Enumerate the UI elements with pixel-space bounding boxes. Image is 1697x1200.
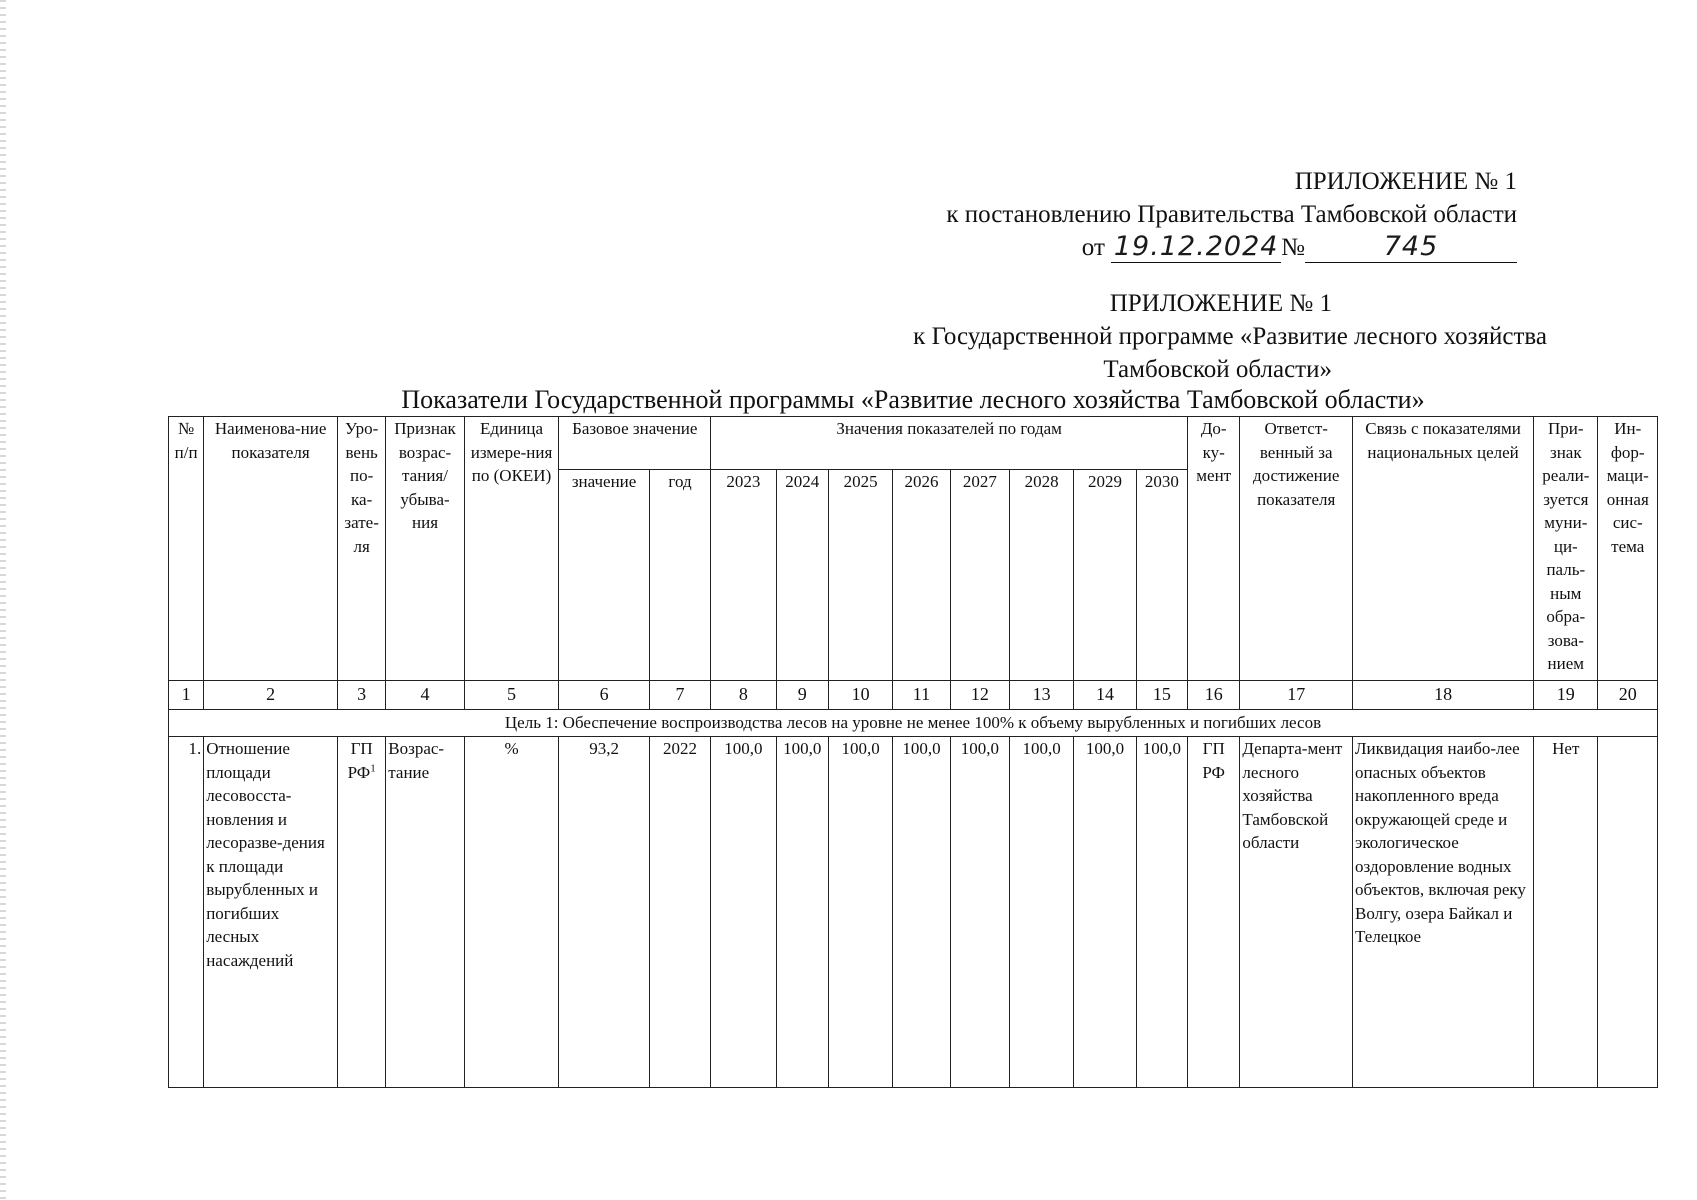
program-annex-header xyxy=(913,287,1547,386)
national-goals-link: Ликвидация наибо-лее опасных объектов накопленного вреда окружающей среде и экологическое оздоровление водных объектов, включая реку Волгу, озера Байкал и Телецкое xyxy=(1353,737,1534,1088)
header-year: 2029 xyxy=(1074,470,1136,681)
header-years-group: Значения показателей по годам xyxy=(711,417,1188,470)
program-annex-line2: Тамбовской области» xyxy=(1103,356,1332,383)
column-number: 11 xyxy=(893,681,950,710)
responsible-body: Департа-мент лесного хозяйства Тамбовской области xyxy=(1240,737,1353,1088)
header-num: № п/п xyxy=(169,417,204,681)
indicator-trend: Возрас-тание xyxy=(386,737,464,1088)
year-value: 100,0 xyxy=(893,737,950,1088)
handwritten-date: 19.12.2024 xyxy=(1111,232,1281,263)
column-number: 16 xyxy=(1188,681,1240,710)
number-sign: № xyxy=(1281,234,1305,261)
column-number: 19 xyxy=(1534,681,1598,710)
header-year: 2026 xyxy=(893,470,950,681)
header-info-system: Ин-фор-маци-онная сис-тема xyxy=(1598,417,1658,681)
header-year: 2028 xyxy=(1009,470,1073,681)
table-row xyxy=(169,737,1658,1088)
column-number: 1 xyxy=(169,681,204,710)
program-annex-line1: к Государственной программе «Развитие лесного хозяйства xyxy=(913,323,1547,350)
header-trend: Признак возрас-тания/ убыва-ния xyxy=(386,417,464,681)
header-base-year: год xyxy=(649,470,710,681)
column-number: 9 xyxy=(776,681,828,710)
header-unit: Единица измере-ния по (ОКЕИ) xyxy=(464,417,559,681)
header-document: До-ку-мент xyxy=(1188,417,1240,681)
info-system xyxy=(1598,737,1658,1088)
column-numbers-row xyxy=(169,681,1658,710)
header-year: 2023 xyxy=(711,470,776,681)
municipal-flag: Нет xyxy=(1534,737,1598,1088)
year-value: 100,0 xyxy=(828,737,892,1088)
column-number: 5 xyxy=(464,681,559,710)
indicator-level-text: ГП РФ xyxy=(347,739,373,782)
column-number: 20 xyxy=(1598,681,1658,710)
header-base: Базовое значение xyxy=(559,417,711,470)
header-name: Наименова-ние показателя xyxy=(204,417,338,681)
column-number: 7 xyxy=(649,681,710,710)
header-year: 2030 xyxy=(1136,470,1187,681)
column-number: 12 xyxy=(950,681,1009,710)
goal-text: Цель 1: Обеспечение воспроизводства лесов на уровне не менее 100% к объему вырубленных и погибших лесов xyxy=(169,710,1658,737)
column-number: 8 xyxy=(711,681,776,710)
column-number: 10 xyxy=(828,681,892,710)
column-number: 18 xyxy=(1353,681,1534,710)
column-number: 15 xyxy=(1136,681,1187,710)
scan-edge-artifact xyxy=(0,0,6,1200)
header-national-goals: Связь с показателями национальных целей xyxy=(1353,417,1534,681)
header-responsible: Ответст-венный за достижение показателя xyxy=(1240,417,1353,681)
base-year: 2022 xyxy=(649,737,710,1088)
column-number: 6 xyxy=(559,681,650,710)
column-number: 3 xyxy=(338,681,386,710)
column-number: 14 xyxy=(1074,681,1136,710)
column-number: 2 xyxy=(204,681,338,710)
order-annex-title: ПРИЛОЖЕНИЕ № 1 xyxy=(1294,168,1517,195)
header-base-value: значение xyxy=(559,470,650,681)
indicator-name: Отношение площади лесовосста-новления и лесоразве-дения к площади вырубленных и погибших лесных насаждений xyxy=(204,737,338,1088)
program-annex-title: ПРИЛОЖЕНИЕ № 1 xyxy=(1109,290,1332,317)
date-prefix: от xyxy=(1081,234,1105,261)
order-annex-subtitle: к постановлению Правительства Тамбовской области xyxy=(946,201,1517,228)
column-number: 13 xyxy=(1009,681,1073,710)
header-year: 2027 xyxy=(950,470,1009,681)
decree-date-number-line xyxy=(946,231,1517,264)
goal-row xyxy=(169,710,1658,737)
table-title: Показатели Государственной программы «Развитие лесного хозяйства Тамбовской области» xyxy=(401,385,1425,414)
year-value: 100,0 xyxy=(776,737,828,1088)
header-year: 2025 xyxy=(828,470,892,681)
indicator-unit: % xyxy=(464,737,559,1088)
column-number: 4 xyxy=(386,681,464,710)
indicator-document: ГП РФ xyxy=(1188,737,1240,1088)
year-value: 100,0 xyxy=(1136,737,1187,1088)
handwritten-number: 745 xyxy=(1305,232,1517,263)
header-year: 2024 xyxy=(776,470,828,681)
order-annex-header xyxy=(946,165,1517,264)
footnote-mark: 1 xyxy=(370,761,376,774)
year-value: 100,0 xyxy=(1074,737,1136,1088)
base-value: 93,2 xyxy=(559,737,650,1088)
year-value: 100,0 xyxy=(1009,737,1073,1088)
indicator-level xyxy=(338,737,386,1088)
header-municipal: При-знак реали-зуется муни-ци-паль-ным обра-зова-нием xyxy=(1534,417,1598,681)
row-number: 1. xyxy=(169,737,204,1088)
column-number: 17 xyxy=(1240,681,1353,710)
header-level: Уро-вень по-ка-зате-ля xyxy=(338,417,386,681)
year-value: 100,0 xyxy=(950,737,1009,1088)
indicators-table xyxy=(168,416,1658,1088)
year-value: 100,0 xyxy=(711,737,776,1088)
